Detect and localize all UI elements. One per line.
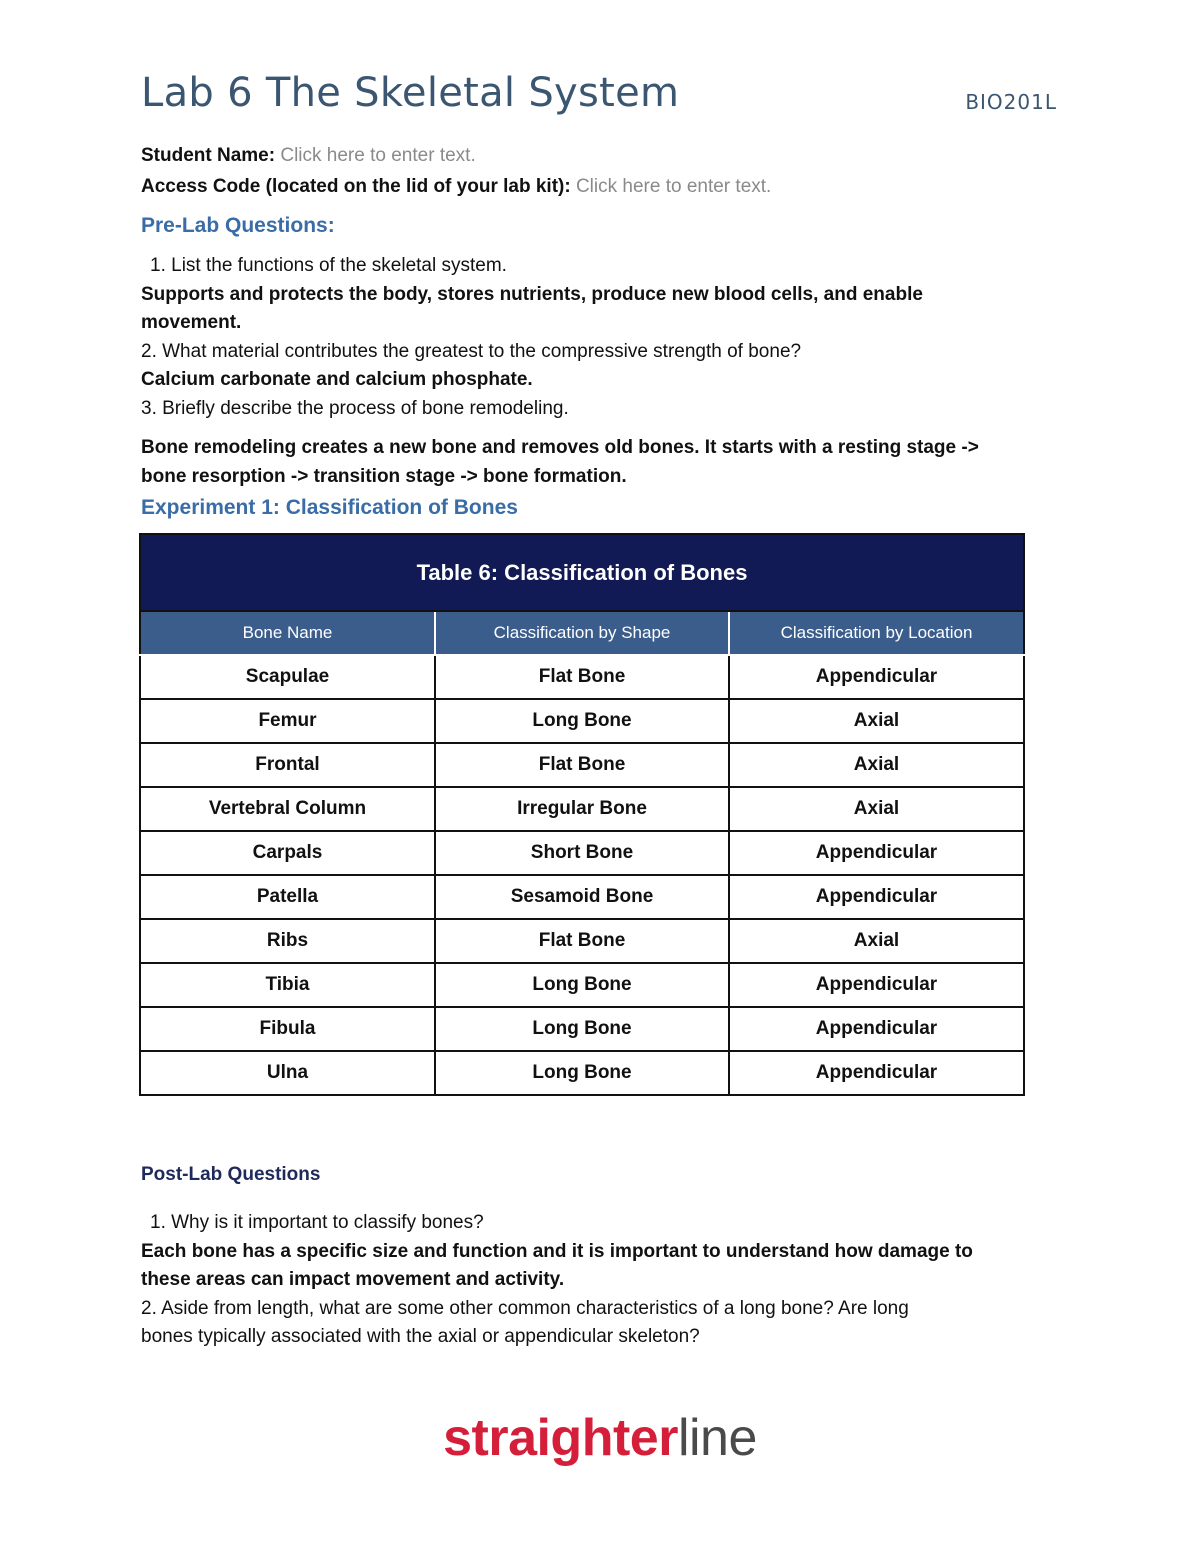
column-header-location: Classification by Location <box>729 611 1024 655</box>
logo-text-strong: straighter <box>443 1409 678 1467</box>
cell-bone-name: Ribs <box>140 919 435 963</box>
straighterline-logo <box>0 1408 1200 1468</box>
course-code: BIO201L <box>965 90 1057 114</box>
postlab-answer-1-line-1: Each bone has a specific size and function and it is important to understand how damage to <box>141 1240 973 1262</box>
prelab-heading: Pre-Lab Questions: <box>141 214 335 237</box>
cell-bone-name: Tibia <box>140 963 435 1007</box>
cell-shape: Flat Bone <box>435 655 729 699</box>
table-body <box>140 655 1024 1095</box>
access-code-label: Access Code (located on the lid of your lab kit): <box>141 175 571 197</box>
postlab-question-2-line-1: 2. Aside from length, what are some other common characteristics of a long bone? Are long <box>141 1297 909 1319</box>
cell-location: Axial <box>729 919 1024 963</box>
experiment-heading: Experiment 1: Classification of Bones <box>141 496 518 519</box>
cell-shape: Long Bone <box>435 963 729 1007</box>
table-row <box>140 919 1024 963</box>
cell-location: Appendicular <box>729 1051 1024 1095</box>
postlab-section <box>141 1161 1051 1190</box>
table-row <box>140 699 1024 743</box>
table-row <box>140 1007 1024 1051</box>
cell-location: Appendicular <box>729 963 1024 1007</box>
cell-bone-name: Femur <box>140 699 435 743</box>
table-row <box>140 655 1024 699</box>
prelab-content <box>141 252 1051 423</box>
cell-location: Axial <box>729 699 1024 743</box>
table-row <box>140 831 1024 875</box>
cell-shape: Long Bone <box>435 699 729 743</box>
prelab-answer-3-line-2: bone resorption -> transition stage -> bone formation. <box>141 465 627 487</box>
prelab-question-1: 1. List the functions of the skeletal system. <box>150 255 507 276</box>
table-row <box>140 875 1024 919</box>
prelab-section <box>141 212 1051 241</box>
experiment-section <box>141 494 1051 523</box>
student-name-label: Student Name: <box>141 145 276 166</box>
column-header-shape: Classification by Shape <box>435 611 729 655</box>
cell-location: Appendicular <box>729 831 1024 875</box>
cell-bone-name: Vertebral Column <box>140 787 435 831</box>
table-caption: Table 6: Classification of Bones <box>140 534 1024 611</box>
cell-bone-name: Scapulae <box>140 655 435 699</box>
postlab-heading: Post-Lab Questions <box>141 1164 321 1185</box>
prelab-answer-3-line-1: Bone remodeling creates a new bone and removes old bones. It starts with a resting stage -> <box>141 437 979 458</box>
prelab-answer-1-line-2: movement. <box>141 312 242 333</box>
prelab-question-2: 2. What material contributes the greatest to the compressive strength of bone? <box>141 340 802 362</box>
cell-shape: Irregular Bone <box>435 787 729 831</box>
table-row <box>140 743 1024 787</box>
cell-bone-name: Fibula <box>140 1007 435 1051</box>
student-info <box>141 142 1051 201</box>
cell-location: Appendicular <box>729 655 1024 699</box>
cell-bone-name: Carpals <box>140 831 435 875</box>
table-row <box>140 963 1024 1007</box>
table-row <box>140 787 1024 831</box>
prelab-answer-2: Calcium carbonate and calcium phosphate. <box>141 369 533 390</box>
access-code-field[interactable]: Click here to enter text. <box>575 175 772 197</box>
cell-shape: Short Bone <box>435 831 729 875</box>
cell-shape: Flat Bone <box>435 919 729 963</box>
cell-bone-name: Ulna <box>140 1051 435 1095</box>
cell-bone-name: Patella <box>140 875 435 919</box>
cell-shape: Long Bone <box>435 1051 729 1095</box>
cell-location: Appendicular <box>729 1007 1024 1051</box>
table-row <box>140 1051 1024 1095</box>
prelab-answer-3 <box>141 434 1051 491</box>
cell-location: Axial <box>729 743 1024 787</box>
logo-text-light: line <box>677 1409 757 1467</box>
cell-shape: Flat Bone <box>435 743 729 787</box>
column-header-bone-name: Bone Name <box>140 611 435 655</box>
postlab-question-2-line-2: bones typically associated with the axial or appendicular skeleton? <box>141 1326 700 1347</box>
prelab-question-3: 3. Briefly describe the process of bone remodeling. <box>141 397 569 419</box>
cell-bone-name: Frontal <box>140 743 435 787</box>
classification-table <box>139 533 1025 1096</box>
cell-shape: Long Bone <box>435 1007 729 1051</box>
prelab-answer-1-line-1: Supports and protects the body, stores nutrients, produce new blood cells, and enable <box>141 283 923 305</box>
postlab-question-1: 1. Why is it important to classify bones? <box>150 1212 484 1233</box>
cell-location: Appendicular <box>729 875 1024 919</box>
postlab-answer-1-line-2: these areas can impact movement and activity. <box>141 1269 565 1290</box>
page-title: Lab 6 The Skeletal System <box>141 70 680 116</box>
cell-location: Axial <box>729 787 1024 831</box>
cell-shape: Sesamoid Bone <box>435 875 729 919</box>
student-name-field[interactable]: Click here to enter text. <box>280 145 476 166</box>
postlab-content <box>141 1209 1051 1352</box>
